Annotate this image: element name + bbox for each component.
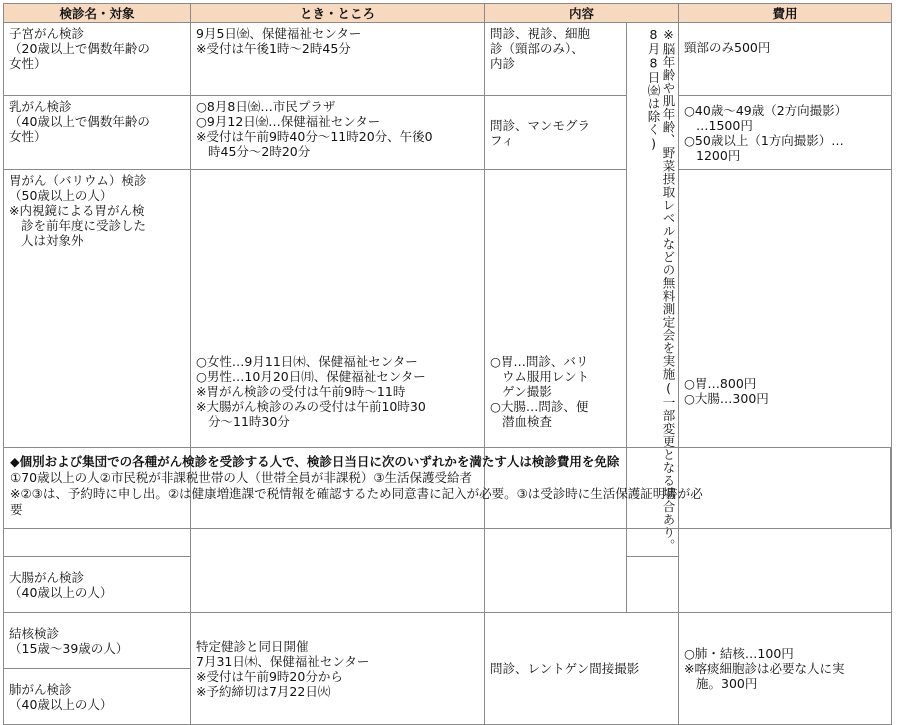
breast-cost-cell: [679, 96, 892, 170]
colon-reception: ※大腸がん検診のみの受付は午前10時30: [196, 399, 479, 414]
header-cost: 費用: [679, 4, 892, 23]
stomach-exclusion-3: 人は対象外: [9, 233, 185, 248]
tb-lung-cost: [684, 646, 886, 661]
stomach-colon-date-women: ○女性…9月11日㈭、保健福祉センター: [196, 354, 479, 369]
stomach-target: （50歳以上の人）: [9, 188, 185, 203]
stomach-content-1: ○胃…問診、バリ: [490, 354, 621, 369]
breast-content-1: 問診、マンモグラ: [490, 118, 621, 133]
lung-target: [9, 697, 185, 712]
tb-lung-cost-cell: [679, 613, 892, 725]
stomach-colon-when-cell: [191, 170, 485, 613]
tb-target: [9, 641, 185, 656]
breast-content-cell: [485, 96, 627, 170]
breast-cost-1: ○40歳～49歳（2方向撮影）: [684, 103, 886, 118]
cervical-name-cell: [4, 23, 191, 96]
stomach-exclusion: ※内視鏡による胃がん検: [9, 203, 185, 218]
breast-target: （40歳以上で偶数年齢の: [9, 114, 185, 129]
stomach-content-3: ゲン撮影: [490, 384, 621, 399]
free-measurement-note: ※脳年齢や肌年齢、野菜摂取レベルなどの無料測定会を実施(一部変更となる場合あり。8月8日㈮は除く): [627, 23, 679, 557]
cervical-cost: 頸部のみ500円: [684, 40, 886, 55]
colon-name-cell: [4, 557, 191, 613]
lung-title: [9, 682, 185, 697]
breast-date-1: ○8月8日㈮…市民プラザ: [196, 99, 479, 114]
cervical-content-cell: [485, 23, 627, 96]
cervical-target-2: 女性）: [9, 56, 185, 71]
tb-lung-date: [196, 654, 479, 669]
breast-when-cell: [191, 96, 485, 170]
cervical-content-3: 内診: [490, 56, 621, 71]
colon-content-2: 潜血検査: [490, 414, 621, 429]
tb-lung-note: [196, 639, 479, 654]
colon-title: 大腸がん検診: [9, 570, 185, 585]
table-row-breast: [4, 96, 892, 170]
sputum-cost: [684, 661, 886, 676]
table-row-cervical: [4, 23, 892, 96]
table-header-row: [4, 4, 892, 23]
stomach-reception: ※胃がん検診の受付は午前9時～11時: [196, 384, 479, 399]
cervical-reception: ※受付は午後1時～2時45分: [196, 41, 479, 56]
cervical-when-cell: [191, 23, 485, 96]
colon-cost: ○大腸…300円: [684, 391, 886, 406]
stomach-cost: ○胃…800円: [684, 376, 886, 391]
breast-cost-1b: …1500円: [684, 118, 886, 133]
breast-title: 乳がん検診: [9, 99, 185, 114]
cervical-content-2: 診（頸部のみ）、: [490, 41, 621, 56]
header-time-place: とき・ところ: [191, 4, 485, 23]
tb-lung-deadline: [196, 684, 479, 699]
cervical-content-1: 問診、視診、細胞: [490, 26, 621, 41]
breast-date-2: ○9月12日㈮…保健福祉センター: [196, 114, 479, 129]
breast-target-2: 女性）: [9, 129, 185, 144]
stomach-exclusion-2: 診を前年度に受診した: [9, 218, 185, 233]
exemption-conditions: ①70歳以上の人②市民税が非課税世帯の人（世帯全員が非課税）③生活保護受給者: [10, 470, 884, 486]
sputum-cost-2: [684, 676, 886, 691]
stomach-colon-content-cell: [485, 170, 627, 613]
cervical-title: 子宮がん検診: [9, 26, 185, 41]
colon-vert-blank: [627, 557, 679, 613]
stomach-content-2: ウム服用レント: [490, 369, 621, 384]
colon-target: （40歳以上の人）: [9, 585, 185, 600]
breast-name-cell: [4, 96, 191, 170]
header-content: 内容: [485, 4, 679, 23]
stomach-title: 胃がん（バリウム）検診: [9, 173, 185, 188]
exemption-procedure-2: 要: [10, 502, 884, 518]
cervical-target: （20歳以上で偶数年齢の: [9, 41, 185, 56]
exemption-notes: [3, 447, 891, 529]
exemption-heading: ◆個別および集団での各種がん検診を受診する人で、検診日当日に次のいずれかを満たす人は検診費用を免除: [10, 454, 884, 470]
cervical-cost-cell: [679, 23, 892, 96]
breast-content-2: フィ: [490, 133, 621, 148]
breast-cost-2: ○50歳以上（1方向撮影）…: [684, 133, 886, 148]
colon-content-1: ○大腸…問診、便: [490, 399, 621, 414]
colon-reception-2: 分～11時30分: [196, 414, 479, 429]
tb-lung-content-cell: [485, 613, 679, 725]
breast-reception: ※受付は午前9時40分～11時20分、午後0: [196, 129, 479, 144]
cervical-date: 9月5日㈮、保健福祉センター: [196, 26, 479, 41]
screening-table: [3, 3, 892, 725]
lung-name-cell: [4, 669, 191, 725]
stomach-colon-date-men: ○男性…10月20日㈪、保健福祉センター: [196, 369, 479, 384]
table-row-tb: [4, 613, 892, 669]
tb-lung-when-cell: [191, 613, 485, 725]
tb-title: [9, 626, 185, 641]
stomach-colon-cost-cell: [679, 170, 892, 613]
breast-cost-2b: 1200円: [684, 148, 886, 163]
breast-reception-2: 時45分～2時20分: [196, 144, 479, 159]
header-screening-name: 検診名・対象: [4, 4, 191, 23]
tb-lung-reception: [196, 669, 479, 684]
exemption-procedure: ※②③は、予約時に申し出。②は健康増進課で税情報を確認するため同意書に記入が必要。③は受診時に生活保護証明書が必: [10, 486, 884, 502]
tb-name-cell: [4, 613, 191, 669]
